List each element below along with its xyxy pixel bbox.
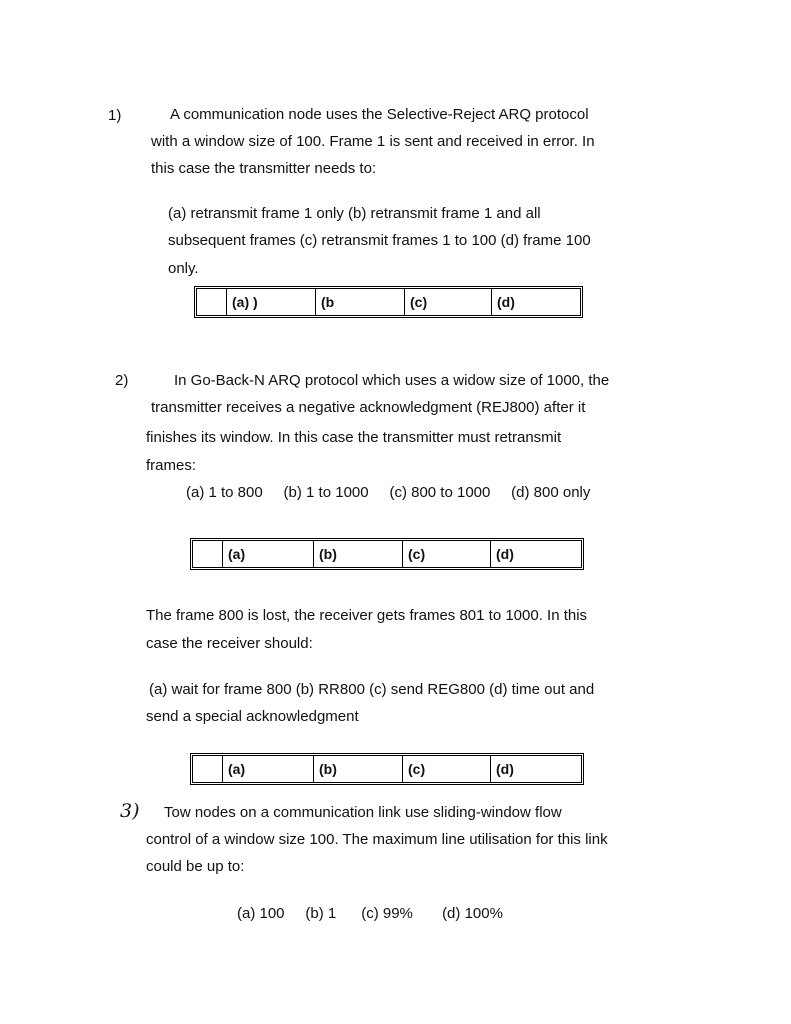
answer-checkbox-cell[interactable]	[193, 756, 223, 783]
answer-cell-b[interactable]: (b)	[314, 541, 403, 568]
answer-cell-a[interactable]: (a)	[223, 756, 314, 783]
question-2-text-line-4: frames:	[146, 457, 197, 474]
question-1-options-line-2: subsequent frames (c) retransmit frames 1 to 100 (d) frame 100	[168, 232, 591, 249]
answer-cell-c[interactable]: (c)	[403, 541, 491, 568]
answer-cell-c[interactable]: (c)	[405, 289, 492, 316]
question-1-options-line-1: (a) retransmit frame 1 only (b) retransmit frame 1 and all	[168, 205, 541, 222]
answer-cell-a[interactable]: (a)	[223, 541, 314, 568]
question-3-text-line-2: control of a window size 100. The maximum line utilisation for this link	[146, 831, 608, 848]
question-2-number: 2)	[115, 372, 129, 389]
question-2-text-line-3: finishes its window. In this case the transmitter must retransmit	[146, 429, 562, 446]
question-1-answer-table	[194, 286, 583, 318]
answer-cell-b[interactable]: (b	[316, 289, 405, 316]
answer-cell-d[interactable]: (d)	[491, 756, 582, 783]
question-1-text-line-3: this case the transmitter needs to:	[151, 160, 377, 177]
question-3-text-line-1: Tow nodes on a communication link use sliding-window flow	[164, 804, 562, 821]
answer-cell-c[interactable]: (c)	[403, 756, 491, 783]
question-1-options-line-3: only.	[168, 260, 199, 277]
question-2b-options-line-2: send a special acknowledgment	[146, 708, 359, 725]
question-3-text-line-3: could be up to:	[146, 858, 245, 875]
question-1-text-line-1: A communication node uses the Selective-Reject ARQ protocol	[170, 106, 589, 123]
question-1-number: 1)	[108, 107, 122, 124]
answer-cell-d[interactable]: (d)	[491, 541, 582, 568]
question-1-text-line-2: with a window size of 100. Frame 1 is sent and received in error. In	[151, 133, 595, 150]
answer-cell-a[interactable]: (a) )	[227, 289, 316, 316]
question-3-options: (a) 100 (b) 1 (c) 99% (d) 100%	[237, 905, 503, 922]
question-2-answer-table	[190, 538, 584, 570]
answer-checkbox-cell[interactable]	[197, 289, 227, 316]
question-2b-answer-table	[190, 753, 584, 785]
answer-checkbox-cell[interactable]	[193, 541, 223, 568]
question-2-text-line-1: In Go-Back-N ARQ protocol which uses a widow size of 1000, the	[174, 372, 610, 389]
question-3-number: 3)	[120, 800, 140, 822]
question-2b-text-line-1: The frame 800 is lost, the receiver gets frames 801 to 1000. In this	[146, 607, 588, 624]
question-2b-options-line-1: (a) wait for frame 800 (b) RR800 (c) send REG800 (d) time out and	[149, 681, 595, 698]
answer-cell-b[interactable]: (b)	[314, 756, 403, 783]
question-2-text-line-2: transmitter receives a negative acknowledgment (REJ800) after it	[151, 399, 586, 416]
question-2-options: (a) 1 to 800 (b) 1 to 1000 (c) 800 to 1000 (d) 800 only	[186, 484, 591, 501]
question-2b-text-line-2: case the receiver should:	[146, 635, 313, 652]
answer-cell-d[interactable]: (d)	[492, 289, 581, 316]
